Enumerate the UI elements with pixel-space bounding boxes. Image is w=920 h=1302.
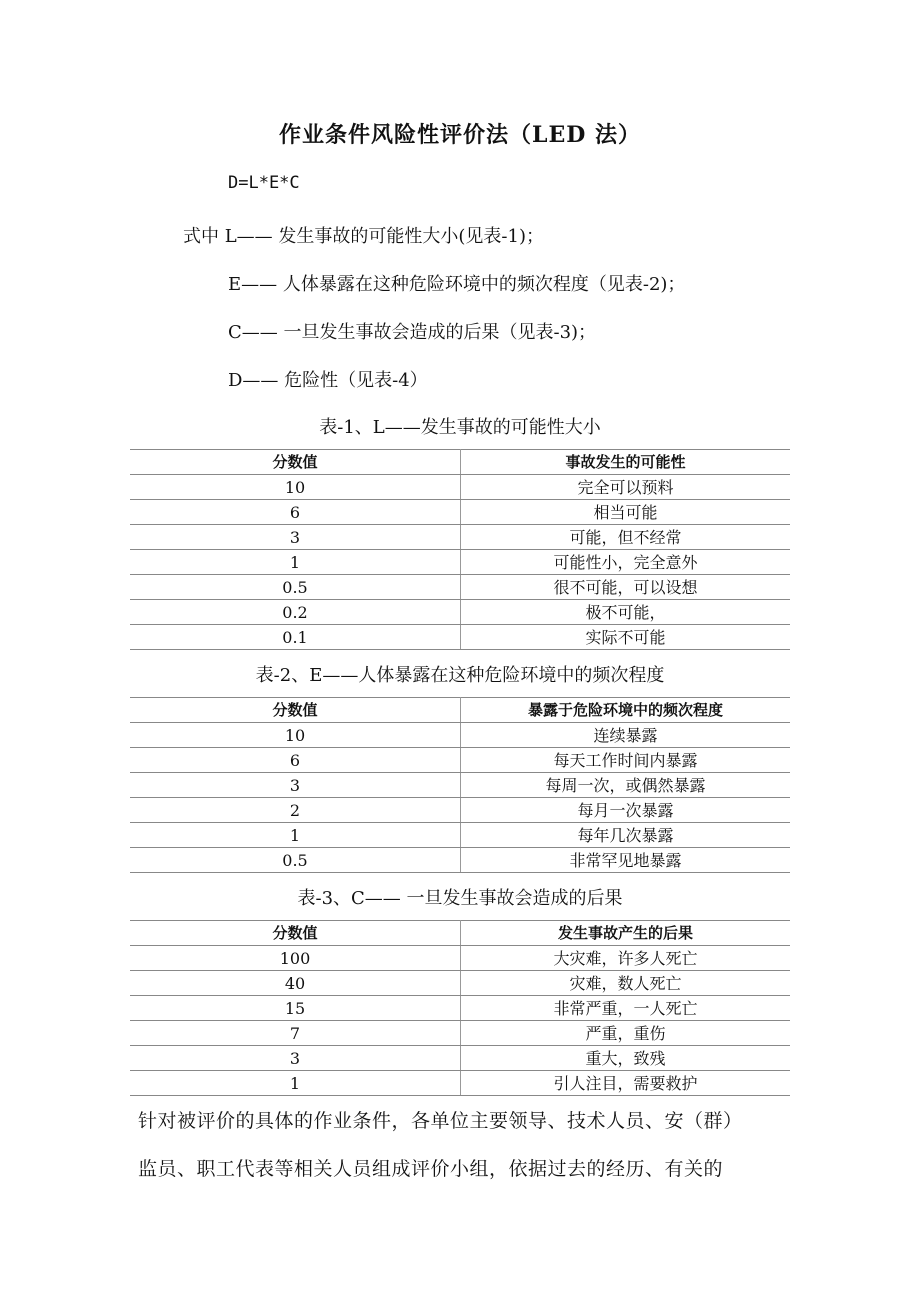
table-row	[130, 550, 790, 575]
table-row	[130, 500, 790, 525]
definition-d: D—— 危险性（见表-4）	[228, 370, 428, 391]
cell-description: 可能性小，完全意外	[461, 550, 791, 575]
paragraph-line-1: 针对被评价的具体的作业条件，各单位主要领导、技术人员、安（群）	[138, 1110, 743, 1132]
table-header-row	[130, 450, 790, 475]
cell-score: 6	[130, 500, 461, 525]
table-header-row	[130, 698, 790, 723]
table-row	[130, 946, 790, 971]
cell-score: 1	[130, 550, 461, 575]
table-1-likelihood	[130, 449, 790, 650]
definition-e: E—— 人体暴露在这种危险环境中的频次程度（见表-2)；	[228, 274, 686, 295]
cell-description: 极不可能，	[461, 600, 791, 625]
cell-score: 3	[130, 773, 461, 798]
paragraph-line-2: 监员、职工代表等相关人员组成评价小组，依据过去的经历、有关的	[138, 1158, 724, 1180]
cell-score: 3	[130, 1046, 461, 1071]
cell-score: 0.5	[130, 848, 461, 873]
cell-description: 连续暴露	[461, 723, 791, 748]
cell-description: 相当可能	[461, 500, 791, 525]
table-row	[130, 1046, 790, 1071]
cell-score: 6	[130, 748, 461, 773]
cell-description: 每天工作时间内暴露	[461, 748, 791, 773]
header-description: 事故发生的可能性	[461, 450, 791, 475]
header-score: 分数值	[130, 450, 461, 475]
table-3-consequence	[130, 920, 790, 1096]
cell-description: 实际不可能	[461, 625, 791, 650]
table-row	[130, 823, 790, 848]
cell-score: 10	[130, 475, 461, 500]
table-header-row	[130, 921, 790, 946]
cell-score: 1	[130, 823, 461, 848]
header-description: 发生事故产生的后果	[461, 921, 791, 946]
table-2-caption: 表-2、E——人体暴露在这种危险环境中的频次程度	[255, 665, 665, 686]
table-row	[130, 848, 790, 873]
table-3-caption: 表-3、C—— 一旦发生事故会造成的后果	[297, 888, 623, 909]
cell-description: 可能，但不经常	[461, 525, 791, 550]
cell-description: 每周一次，或偶然暴露	[461, 773, 791, 798]
cell-description: 严重，重伤	[461, 1021, 791, 1046]
definition-c: C—— 一旦发生事故会造成的后果（见表-3)；	[228, 322, 597, 343]
table-row	[130, 748, 790, 773]
header-score: 分数值	[130, 921, 461, 946]
formula: D=L*E*C	[228, 173, 300, 193]
cell-description: 大灾难，许多人死亡	[461, 946, 791, 971]
cell-description: 每月一次暴露	[461, 798, 791, 823]
cell-score: 100	[130, 946, 461, 971]
cell-score: 0.1	[130, 625, 461, 650]
cell-score: 15	[130, 996, 461, 1021]
cell-score: 10	[130, 723, 461, 748]
cell-description: 灾难，数人死亡	[461, 971, 791, 996]
header-description: 暴露于危险环境中的频次程度	[461, 698, 791, 723]
cell-description: 非常罕见地暴露	[461, 848, 791, 873]
cell-description: 重大，致残	[461, 1046, 791, 1071]
header-score: 分数值	[130, 698, 461, 723]
table-row	[130, 625, 790, 650]
table-1-caption: 表-1、L——发生事故的可能性大小	[319, 417, 601, 438]
table-row	[130, 1071, 790, 1096]
table-row	[130, 971, 790, 996]
cell-description: 非常严重，一人死亡	[461, 996, 791, 1021]
cell-score: 0.2	[130, 600, 461, 625]
cell-description: 引人注目，需要救护	[461, 1071, 791, 1096]
cell-description: 完全可以预料	[461, 475, 791, 500]
cell-score: 3	[130, 525, 461, 550]
cell-score: 2	[130, 798, 461, 823]
table-row	[130, 798, 790, 823]
cell-score: 1	[130, 1071, 461, 1096]
cell-description: 每年几次暴露	[461, 823, 791, 848]
cell-score: 40	[130, 971, 461, 996]
definition-l: 式中 L—— 发生事故的可能性大小(见表-1)；	[183, 226, 544, 247]
cell-description: 很不可能，可以设想	[461, 575, 791, 600]
table-row	[130, 475, 790, 500]
table-row	[130, 1021, 790, 1046]
cell-score: 7	[130, 1021, 461, 1046]
table-row	[130, 773, 790, 798]
table-row	[130, 600, 790, 625]
table-2-exposure	[130, 697, 790, 873]
table-row	[130, 996, 790, 1021]
document-title: 作业条件风险性评价法（LED 法）	[279, 122, 641, 148]
cell-score: 0.5	[130, 575, 461, 600]
table-row	[130, 525, 790, 550]
table-row	[130, 723, 790, 748]
table-row	[130, 575, 790, 600]
